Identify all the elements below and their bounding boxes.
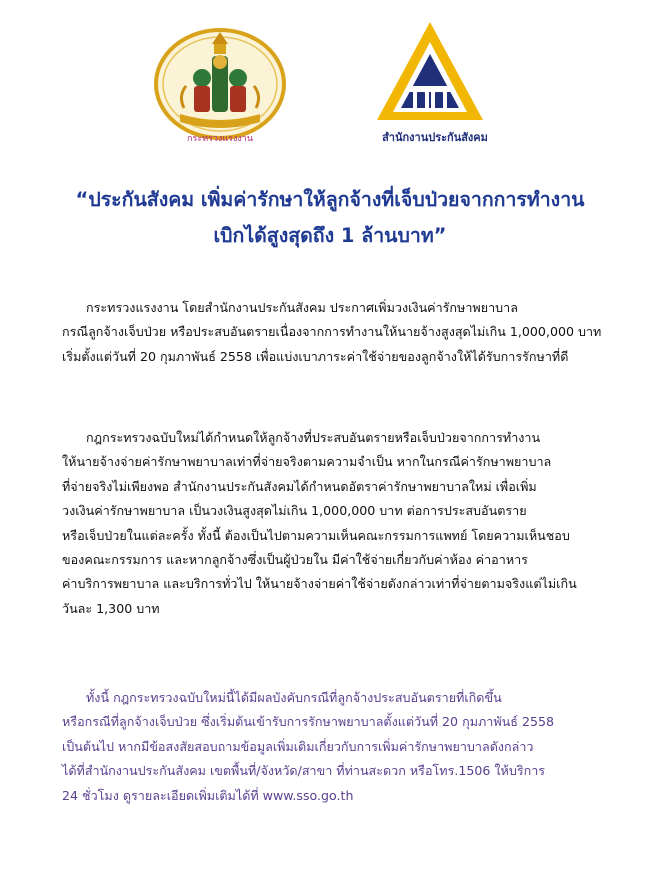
- paragraph-line: เริ่มตั้งแต่วันที่ 20 กุมภาพันธ์ 2558 เพื่อแบ่งเบาภาระค่าใช้จ่ายของลูกจ้างให้ได้รับการรักษาที่ดี: [62, 348, 569, 364]
- social-security-office-logo: [375, 20, 485, 125]
- paragraph-line-with-website: 24 ชั่วโมง ดูรายละเอียดเพิ่มเติมได้ที่ www.sso.go.th: [62, 787, 354, 803]
- ministry-logo-text: กระทรวงแรงงาน: [187, 134, 253, 144]
- paragraph-line: กฎกระทรวงฉบับใหม่ได้กำหนดให้ลูกจ้างที่ประสบอันตรายหรือเจ็บป่วยจากการทำงาน: [86, 430, 541, 445]
- paragraph-line: ทั้งนี้ กฎกระทรวงฉบับใหม่นี้ได้มีผลบังคับกรณีที่ลูกจ้างประสบอันตรายที่เกิดขึ้น: [86, 690, 502, 705]
- paragraph-line: เป็นต้นไป หากมีข้อสงสัยสอบถามข้อมูลเพิ่มเติมเกี่ยวกับการเพิ่มค่ารักษาพยาบาลดังกล่าว: [62, 738, 534, 754]
- sso-logo-caption: สำนักงานประกันสังคม: [382, 131, 488, 144]
- paragraph-line: วันละ 1,300 บาท: [62, 600, 160, 616]
- paragraph-closing: [62, 686, 634, 808]
- headline-line-1: “ประกันสังคม เพิ่มค่ารักษาให้ลูกจ้างที่เจ็บป่วยจากการทำงาน: [75, 188, 585, 211]
- paragraph-line: ของคณะกรรมการ และหากลูกจ้างซึ่งเป็นผู้ป่วยใน มีค่าใช้จ่ายเกี่ยวกับค่าห้อง ค่าอาหาร: [62, 552, 528, 568]
- paragraph-line: ที่จ่ายจริงไม่เพียงพอ สำนักงานประกันสังคมได้กำหนดอัตราค่ารักษาพยาบาลใหม่ เพื่อเพิ่ม: [62, 478, 537, 494]
- paragraph-line: กรณีลูกจ้างเจ็บป่วย หรือประสบอันตรายเนื่องจากการทำงานให้นายจ้างสูงสุดไม่เกิน 1,000,000 บาท: [62, 324, 602, 340]
- paragraph-line: หรือเจ็บป่วยในแต่ละครั้ง ทั้งนี้ ต้องเป็นไปตามความเห็นคณะกรรมการแพทย์ โดยความเห็นชอบ: [62, 527, 570, 543]
- paragraph-line: หรือกรณีที่ลูกจ้างเจ็บป่วย ซึ่งเริ่มต้นเข้ารับการรักษาพยาบาลตั้งแต่วันที่ 20 กุมภาพันธ์ 2558: [62, 714, 555, 730]
- logo-header: [0, 18, 660, 148]
- paragraph-intro: [62, 296, 634, 369]
- paragraph-line: ได้ที่สำนักงานประกันสังคม เขตพื้นที่/จังหวัด/สาขา ที่ท่านสะดวก หรือโทร.1506 ให้บริการ: [62, 763, 546, 779]
- headline: [20, 182, 640, 254]
- paragraph-line: กระทรวงแรงงาน โดยสำนักงานประกันสังคม ประกาศเพิ่มวงเงินค่ารักษาพยาบาล: [86, 300, 518, 315]
- ministry-of-labour-logo: [150, 26, 290, 146]
- headline-line-2: เบิกได้สูงสุดถึง 1 ล้านบาท”: [213, 224, 447, 247]
- paragraph-line: วงเงินค่ารักษาพยาบาล เป็นวงเงินสูงสุดไม่เกิน 1,000,000 บาท ต่อการประสบอันตราย: [62, 503, 527, 519]
- paragraph-line: ค่าบริการพยาบาล และบริการทั่วไป ให้นายจ้างจ่ายค่าใช้จ่ายดังกล่าวเท่าที่จ่ายตามจริงแต่ไม่เกิน: [62, 576, 577, 592]
- paragraph-line: ให้นายจ้างจ่ายค่ารักษาพยาบาลเท่าที่จ่ายจริงตามความจำเป็น หากในกรณีค่ารักษาพยาบาล: [62, 454, 552, 470]
- paragraph-regulation: [62, 426, 634, 621]
